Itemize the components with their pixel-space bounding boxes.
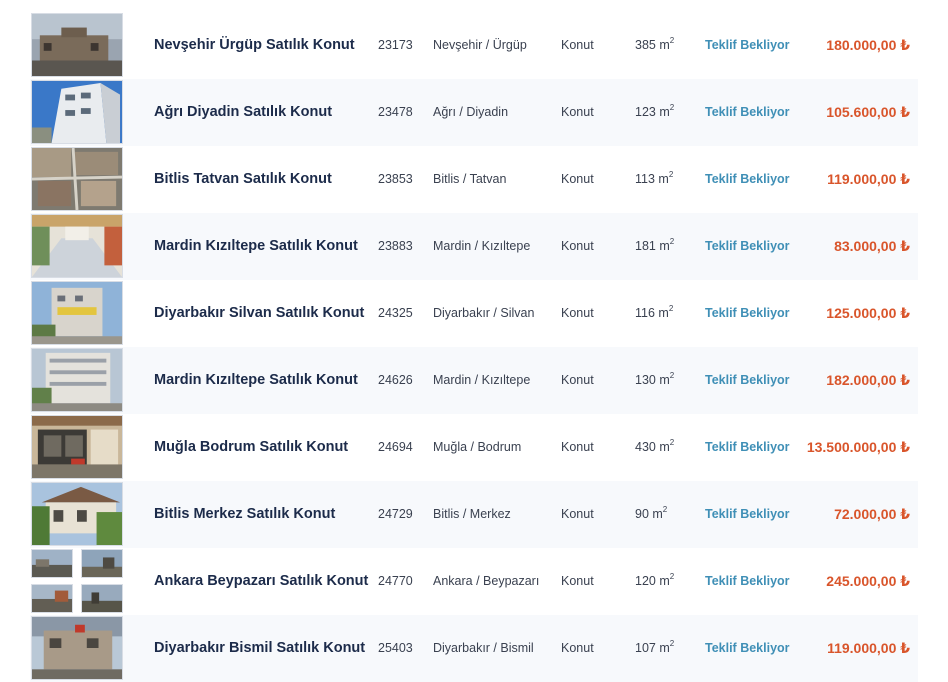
listing-price: 119.000,00 ₺ — [827, 171, 910, 187]
listing-price: 119.000,00 ₺ — [827, 640, 910, 656]
table-row[interactable] — [30, 280, 918, 347]
listing-title[interactable]: Mardin Kızıltepe Satılık Konut — [154, 372, 358, 388]
listing-location: Bitlis / Tatvan — [433, 172, 507, 186]
listing-price: 13.500.000,00 ₺ — [806, 439, 910, 455]
listing-id: 24694 — [378, 440, 413, 454]
listing-id: 25403 — [378, 641, 413, 655]
listing-photo[interactable] — [31, 482, 123, 546]
listing-table — [0, 12, 948, 682]
listing-type: Konut — [561, 440, 594, 454]
listing-area: 181 $m^2$ — [635, 237, 675, 253]
listing-type: Konut — [561, 105, 594, 119]
listing-photo[interactable] — [31, 348, 123, 412]
listing-type: Konut — [561, 306, 594, 320]
listing-area: 116 $m^2$ — [635, 304, 674, 320]
listing-type: Konut — [561, 239, 594, 253]
listing-title[interactable]: Diyarbakır Bismil Satılık Konut — [154, 640, 366, 656]
listing-title[interactable]: Nevşehir Ürgüp Satılık Konut — [154, 37, 355, 53]
listing-price: 83.000,00 ₺ — [834, 238, 910, 254]
listing-status: Teklif Bekliyor — [705, 373, 790, 387]
listing-photo[interactable] — [31, 147, 123, 211]
listing-status: Teklif Bekliyor — [705, 38, 790, 52]
listing-title[interactable]: Mardin Kızıltepe Satılık Konut — [154, 238, 358, 254]
listing-location: Diyarbakır / Bismil — [433, 641, 534, 655]
listing-area: 120 $m^2$ — [635, 572, 675, 588]
listing-location: Mardin / Kızıltepe — [433, 373, 531, 387]
table-row[interactable] — [30, 79, 918, 146]
listing-id: 24626 — [378, 373, 413, 387]
table-row[interactable] — [30, 548, 918, 615]
listing-title[interactable]: Ankara Beypazarı Satılık Konut — [154, 573, 369, 589]
listing-location: Muğla / Bodrum — [433, 440, 522, 454]
listing-area: 90 $m^2$ — [635, 505, 668, 521]
table-row[interactable] — [30, 414, 918, 481]
listing-photo[interactable] — [31, 80, 123, 144]
listing-title[interactable]: Diyarbakır Silvan Satılık Konut — [154, 305, 365, 321]
listing-title[interactable]: Muğla Bodrum Satılık Konut — [154, 439, 349, 455]
listing-id: 23173 — [378, 38, 413, 52]
listing-location: Mardin / Kızıltepe — [433, 239, 531, 253]
listing-photo[interactable] — [31, 549, 73, 578]
listing-location: Nevşehir / Ürgüp — [433, 38, 527, 52]
listing-photo[interactable] — [31, 616, 123, 680]
listing-photo[interactable] — [81, 549, 123, 578]
listing-area: 430 $m^2$ — [635, 438, 675, 454]
listing-area: 385 $m^2$ — [635, 36, 675, 52]
listing-type: Konut — [561, 373, 594, 387]
listing-type: Konut — [561, 574, 594, 588]
listing-type: Konut — [561, 507, 594, 521]
listing-location: Diyarbakır / Silvan — [433, 306, 535, 320]
listing-photo[interactable] — [31, 584, 73, 613]
listing-photo[interactable] — [31, 214, 123, 278]
listing-title[interactable]: Bitlis Merkez Satılık Konut — [154, 506, 336, 522]
listing-status: Teklif Bekliyor — [705, 306, 790, 320]
listing-photo[interactable] — [31, 13, 123, 77]
listing-id: 24729 — [378, 507, 413, 521]
listing-price: 245.000,00 ₺ — [826, 573, 910, 589]
listing-price: 180.000,00 ₺ — [826, 37, 910, 53]
listing-id: 23478 — [378, 105, 413, 119]
listing-status: Teklif Bekliyor — [705, 172, 790, 186]
listing-type: Konut — [561, 38, 594, 52]
listing-location: Ankara / Beypazarı — [433, 574, 540, 588]
listing-area: 113 $m^2$ — [635, 170, 674, 186]
table-row[interactable] — [30, 12, 918, 79]
listing-price: 105.600,00 ₺ — [826, 104, 910, 120]
listing-status: Teklif Bekliyor — [705, 440, 790, 454]
listing-area: 123 $m^2$ — [635, 103, 675, 119]
listing-type: Konut — [561, 641, 594, 655]
listing-photo[interactable] — [81, 584, 123, 613]
listing-photo-grid[interactable] — [31, 549, 123, 613]
listing-price: 182.000,00 ₺ — [826, 372, 910, 388]
listing-photo[interactable] — [31, 415, 123, 479]
listing-status: Teklif Bekliyor — [705, 641, 790, 655]
listing-title[interactable]: Bitlis Tatvan Satılık Konut — [154, 171, 332, 187]
listing-type: Konut — [561, 172, 594, 186]
listing-status: Teklif Bekliyor — [705, 507, 790, 521]
listing-id: 23883 — [378, 239, 413, 253]
table-row[interactable] — [30, 146, 918, 213]
listing-location: Bitlis / Merkez — [433, 507, 511, 521]
listing-area: 130 $m^2$ — [635, 371, 675, 387]
listing-id: 23853 — [378, 172, 413, 186]
listing-photo[interactable] — [31, 281, 123, 345]
listing-id: 24325 — [378, 306, 413, 320]
listing-area: 107 $m^2$ — [635, 639, 675, 655]
listing-id: 24770 — [378, 574, 413, 588]
listing-title[interactable]: Ağrı Diyadin Satılık Konut — [154, 104, 333, 120]
listing-status: Teklif Bekliyor — [705, 105, 790, 119]
listing-price: 72.000,00 ₺ — [834, 506, 910, 522]
table-row[interactable] — [30, 213, 918, 280]
listing-location: Ağrı / Diyadin — [433, 105, 509, 119]
listing-price: 125.000,00 ₺ — [826, 305, 910, 321]
table-row[interactable] — [30, 481, 918, 548]
table-row[interactable] — [30, 347, 918, 414]
listing-status: Teklif Bekliyor — [705, 574, 790, 588]
listing-status: Teklif Bekliyor — [705, 239, 790, 253]
table-row[interactable] — [30, 615, 918, 682]
